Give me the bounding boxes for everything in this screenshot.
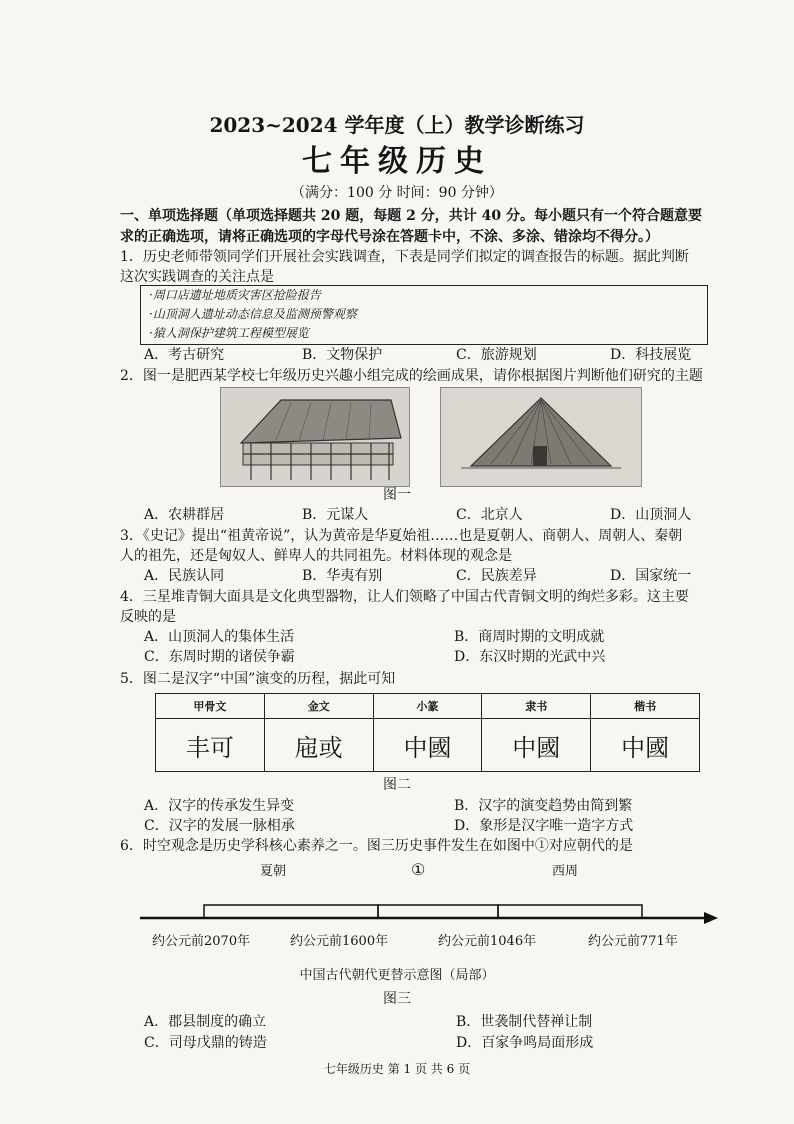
- timeline-dynasty-xia: 夏朝: [260, 864, 287, 879]
- timeline-date: 约公元前2070年: [152, 934, 251, 949]
- q2-option-c: C．北京人: [456, 507, 523, 523]
- q5-stem: 5．图二是汉字“中国”演变的历程，据此可知: [120, 671, 396, 687]
- script-glyph: 中國: [591, 719, 700, 772]
- q3-stem-line2: 人的祖先，还是匈奴人、鲜卑人的共同祖先。材料体现的观念是: [120, 548, 512, 564]
- q5-option-b: B．汉字的演变趋势由简到繁: [454, 798, 633, 814]
- q3-option-a: A．民族认同: [144, 568, 225, 584]
- q1-option-c: C．旅游规划: [456, 347, 537, 363]
- script-header: 小篆: [373, 694, 482, 719]
- exam-title: 2023~2024 学年度（上）教学诊断练习: [209, 113, 585, 137]
- q4-option-a: A．山顶洞人的集体生活: [144, 629, 295, 645]
- timeline-title: 中国古代朝代更替示意图（局部）: [299, 968, 495, 983]
- q6-option-b: B．世袭制代替禅让制: [456, 1014, 593, 1030]
- q5-option-c: C．汉字的发展一脉相承: [144, 818, 295, 834]
- hanzi-evolution-table: [155, 693, 700, 772]
- subject-title: 七年级历史: [302, 144, 492, 179]
- script-glyph: 中國: [373, 719, 482, 772]
- q2-option-d: D．山顶洞人: [610, 507, 692, 523]
- script-header: 金文: [264, 694, 373, 719]
- q5-option-a: A．汉字的传承发生异变: [144, 798, 295, 814]
- q4-option-b: B．商周时期的文明成就: [454, 629, 605, 645]
- figure1-caption: 图一: [383, 487, 411, 503]
- q2-stem: 2．图一是肥西某学校七年级历史兴趣小组完成的绘画成果，请你根据图片判断他们研究的主题: [120, 368, 703, 384]
- q2-option-a: A．农耕群居: [144, 507, 225, 523]
- timeline-date: 约公元前1046年: [438, 934, 537, 949]
- q1-stem-line1: 1．历史老师带领同学们开展社会实践调查，下表是同学们拟定的调查报告的标题。据此判断: [120, 249, 689, 265]
- q4-stem-line1: 4．三星堆青铜大面具是文化典型器物，让人们领略了中国古代青铜文明的绚烂多彩。这主要: [120, 589, 689, 605]
- dynasty-timeline: [140, 855, 720, 955]
- script-glyph: 丰可: [156, 719, 265, 772]
- figure2-caption: 图二: [383, 777, 411, 793]
- q3-stem-line1: 3．《史记》提出“祖黄帝说”，认为黄帝是华夏始祖……也是夏朝人、商朝人、周朝人、秦朝: [120, 528, 683, 544]
- q1-stem-line2: 这次实践调查的关注点是: [120, 269, 274, 285]
- q1-option-d: D．科技展览: [610, 347, 692, 363]
- q2-option-b: B．元谋人: [302, 507, 369, 523]
- q4-option-c: C．东周时期的诸侯争霸: [144, 649, 295, 665]
- timeline-dynasty-western-zhou: 西周: [552, 864, 579, 879]
- script-glyph: 中國: [482, 719, 591, 772]
- semi-underground-hut-drawing: [440, 387, 642, 487]
- script-header: 隶书: [482, 694, 591, 719]
- timeline-dynasty-1: ①: [411, 860, 426, 879]
- script-glyph: 㦾或: [264, 719, 373, 772]
- q3-option-d: D．国家统一: [610, 568, 692, 584]
- q6-option-d: D．百家争鸣局面形成: [456, 1035, 594, 1051]
- q1-box-item: ·周口店遗址地质灾害区抢险报告: [149, 288, 321, 302]
- q4-option-d: D．东汉时期的光武中兴: [454, 649, 606, 665]
- exam-info: （满分：100 分 时间：90 分钟）: [291, 185, 503, 201]
- q1-box-item: ·山顶洞人遗址动态信息及监测预警观察: [149, 307, 357, 321]
- q1-option-b: B．文物保护: [302, 347, 383, 363]
- q6-option-a: A．郡县制度的确立: [144, 1014, 267, 1030]
- q3-option-b: B．华夷有别: [302, 568, 383, 584]
- q1-option-a: A．考古研究: [144, 347, 225, 363]
- script-header: 甲骨文: [156, 694, 265, 719]
- q3-option-c: C．民族差异: [456, 568, 537, 584]
- timeline-date: 约公元前1600年: [290, 934, 389, 949]
- section-heading-line2: 求的正确选项，请将正确选项的字母代号涂在答题卡中，不涂、多涂、错涂均不得分。）: [120, 229, 659, 245]
- q5-option-d: D．象形是汉字唯一造字方式: [454, 818, 634, 834]
- q6-option-c: C．司母戊鼎的铸造: [144, 1035, 267, 1051]
- q6-stem: 6．时空观念是历史学科核心素养之一。图三历史事件发生在如图中①对应朝代的是: [120, 838, 633, 854]
- stilt-house-drawing: [220, 387, 410, 487]
- figure3-caption: 图三: [383, 991, 411, 1007]
- q1-box-item: ·猿人洞保护建筑工程模型展览: [149, 326, 309, 340]
- section-heading-line1: 一、单项选择题（单项选择题共 20 题，每题 2 分，共计 40 分。每小题只有一个符合题意要: [120, 208, 702, 224]
- q4-stem-line2: 反映的是: [120, 609, 176, 625]
- q1-title-box: [140, 285, 708, 345]
- page-footer: 七年级历史 第 1 页 共 6 页: [323, 1062, 471, 1076]
- script-header: 楷书: [591, 694, 700, 719]
- timeline-date: 约公元前771年: [588, 934, 678, 949]
